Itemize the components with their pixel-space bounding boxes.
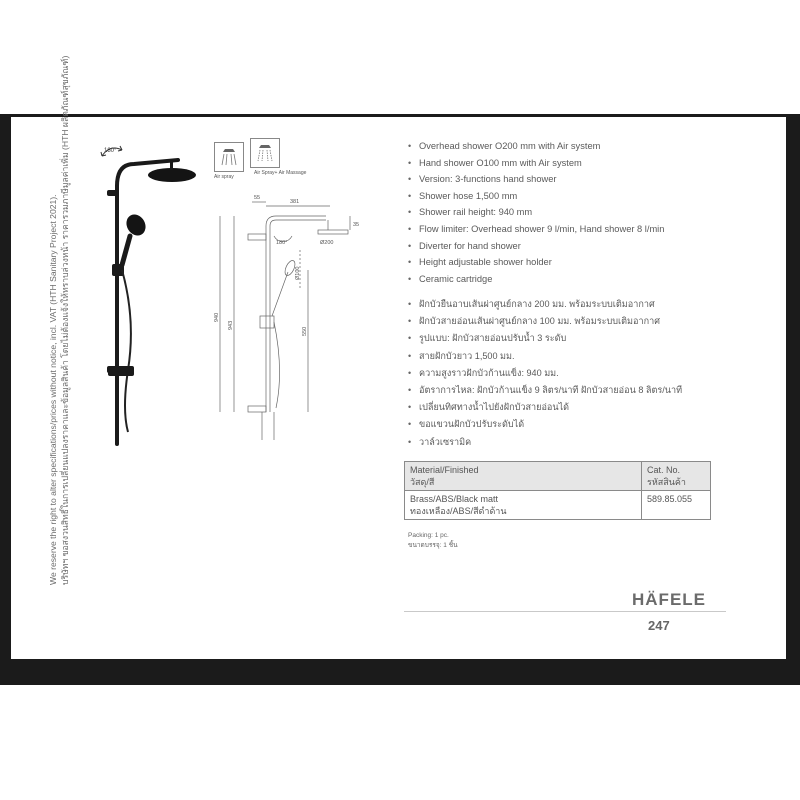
rotation-label: 180° xyxy=(104,148,117,154)
feature-item: • Overhead shower O200 mm with Air system xyxy=(408,138,738,155)
feature-item: • รูปแบบ: ฝักบัวสายอ่อนปรับน้ำ 3 ระดับ xyxy=(408,330,738,347)
feature-item: • Height adjustable shower holder xyxy=(408,254,738,271)
disclaimer-thai: บริษัทฯ ขอสงวนสิทธิ์ในการเปลี่ยนแปลงราคาและข้อมูลสินค้า โดยไม่ต้องแจ้งให้ทราบล่วงหน้า ราคารวมภาษีมูลค่าเพิ่ม (HTH ผลิตภัณฑ์สุขภัณฑ์) xyxy=(60,55,70,585)
dim-550: 550 xyxy=(302,326,308,336)
brand-logo: HÄFELE xyxy=(632,590,706,609)
packing-english: Packing: 1 pc. xyxy=(408,532,449,539)
shower-hose xyxy=(122,270,131,432)
sidebar-disclaimer xyxy=(47,55,97,585)
air-spray-caption: Air spray xyxy=(214,174,234,180)
disclaimer-english: We reserve the right to alter specifications/prices without notice, incl. VAT (HTH Sanitary Project 2021). xyxy=(48,194,58,585)
cat-no-header: Cat. No. รหัสสินค้า xyxy=(642,462,711,491)
shower-rail xyxy=(115,184,119,446)
hand-shower xyxy=(122,211,149,265)
dim-diameter-200: Ø200 xyxy=(320,240,334,246)
spec-table xyxy=(404,461,711,520)
features-thai xyxy=(408,296,738,451)
feature-item: • อัตราการไหล: ฝักบัวก้านแข็ง 9 ลิตร/นาที ฝักบัวสายอ่อน 8 ลิตร/นาที xyxy=(408,382,738,399)
dim-55: 55 xyxy=(254,195,261,201)
feature-item: • Hand shower O100 mm with Air system xyxy=(408,155,738,172)
material-header: Material/Finished วัสดุ/สี xyxy=(405,462,642,491)
technical-drawing xyxy=(200,140,370,450)
product-photo xyxy=(100,140,210,450)
feature-item: • Shower hose 1,500 mm xyxy=(408,188,738,205)
feature-item: • Diverter for hand shower xyxy=(408,238,738,255)
dim-940: 940 xyxy=(214,312,220,322)
material-cell: Brass/ABS/Black matt ทองเหลือง/ABS/สีดำด้าน xyxy=(405,491,642,520)
table-header-row xyxy=(405,462,711,491)
dim-381: 381 xyxy=(290,199,300,205)
dim-angle: 180° xyxy=(276,240,288,246)
feature-item: • เปลี่ยนทิศทางน้ำไปยังฝักบัวสายอ่อนได้ xyxy=(408,399,738,416)
footer-divider xyxy=(404,611,726,612)
feature-item: • Ceramic cartridge xyxy=(408,271,738,288)
overhead-shower-head xyxy=(148,168,196,182)
dim-943: 943 xyxy=(228,320,234,330)
dim-diameter-100: Ø100 xyxy=(295,266,301,280)
packing-info xyxy=(408,531,458,551)
feature-item: • วาล์วเซรามิค xyxy=(408,434,738,451)
feature-item: • Version: 3-functions hand shower xyxy=(408,171,738,188)
feature-item: • ขอแขวนฝักบัวปรับระดับได้ xyxy=(408,416,738,433)
feature-item: • ฝักบัวสายอ่อนเส้นผ่าศูนย์กลาง 100 มม. พร้อมระบบเติมอากาศ xyxy=(408,313,738,330)
feature-item: • ฝักบัวยืนอาบเส้นผ่าศูนย์กลาง 200 มม. พร้อมระบบเติมอากาศ xyxy=(408,296,738,313)
feature-item: • สายฝักบัวยาว 1,500 มม. xyxy=(408,348,738,365)
dim-35: 35 xyxy=(353,222,360,228)
feature-item: • Shower rail height: 940 mm xyxy=(408,204,738,221)
features-english xyxy=(408,138,738,287)
air-spray-massage-caption: Air Spray+ Air Massage xyxy=(254,170,307,176)
cat-no-cell: 589.85.055 xyxy=(642,491,711,520)
page-number: 247 xyxy=(648,618,670,633)
packing-thai: ขนาดบรรจุ: 1 ชิ้น xyxy=(408,542,458,549)
table-row xyxy=(405,491,711,520)
feature-item: • Flow limiter: Overhead shower 9 l/min, Hand shower 8 l/min xyxy=(408,221,738,238)
feature-item: • ความสูงราวฝักบัวก้านแข็ง: 940 มม. xyxy=(408,365,738,382)
